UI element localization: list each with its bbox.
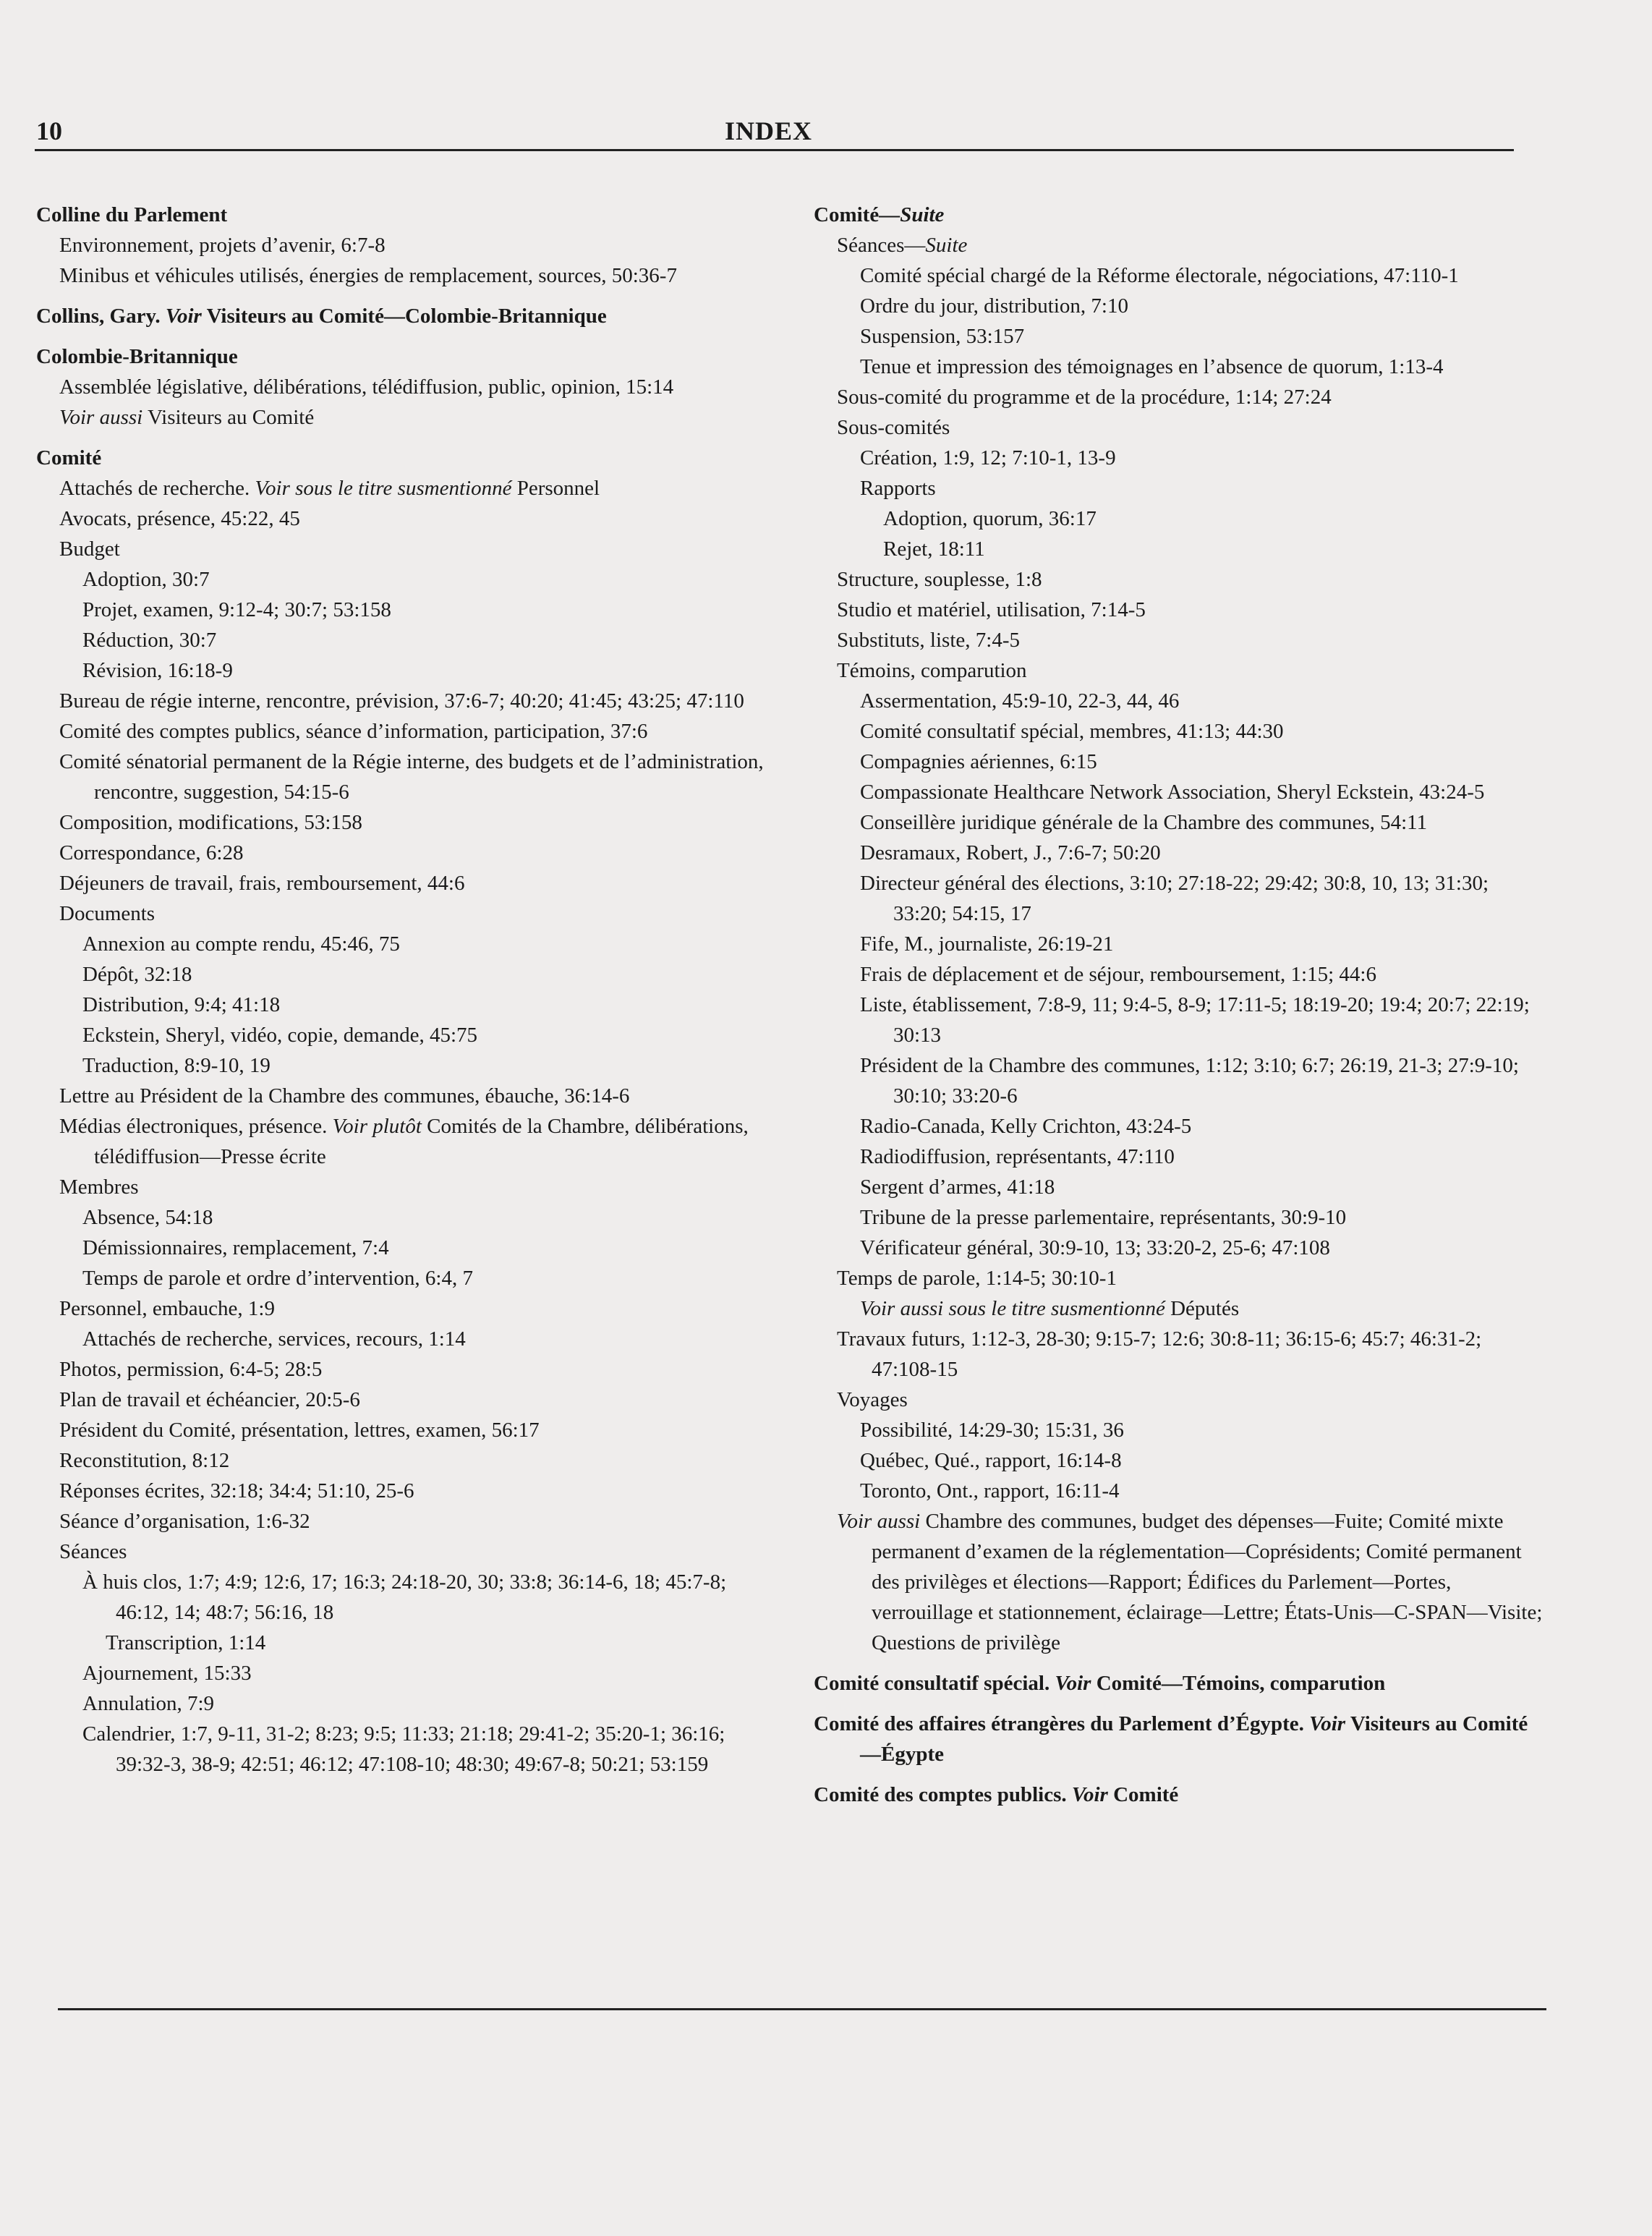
index-subentry: Sous-comités	[837, 416, 950, 439]
index-subentry: Absence, 54:18	[82, 1206, 213, 1229]
index-subentry: Voir aussi sous le titre susmentionné Députés	[860, 1297, 1240, 1320]
index-subentry: Séance d’organisation, 1:6-32	[59, 1510, 310, 1533]
index-subentry: Voir aussi Chambre des communes, budget des dépenses—Fuite; Comité mixte permanent d’examen de la réglementation—Coprésidents; Comité permanent des privilèges et élections—Rapport; Édifices du Parlement—Portes, verrouillage et stationnement, éclairage—Lettre; États-Unis—C-SPAN—Visite; Questions de privilège	[837, 1510, 1543, 1654]
index-subentry: Rapports	[860, 477, 936, 500]
page-number: 10	[36, 116, 62, 145]
index-subentry: Lettre au Président de la Chambre des communes, ébauche, 36:14-6	[59, 1084, 630, 1108]
index-subentry: Plan de travail et échéancier, 20:5-6	[59, 1388, 360, 1411]
index-subentry: Sergent d’armes, 41:18	[860, 1176, 1055, 1199]
index-subentry: Révision, 16:18-9	[82, 659, 233, 682]
index-subentry: Comité consultatif spécial, membres, 41:13; 44:30	[860, 720, 1284, 743]
index-subentry: Tribune de la presse parlementaire, représentants, 30:9-10	[860, 1206, 1347, 1229]
index-subentry: Dépôt, 32:18	[82, 963, 192, 986]
index-subentry: Distribution, 9:4; 41:18	[82, 993, 281, 1016]
index-subentry: Budget	[59, 537, 120, 561]
index-subentry: Ajournement, 15:33	[82, 1662, 252, 1685]
index-column-left	[36, 200, 774, 1780]
index-column-right	[814, 200, 1544, 1810]
index-subentry: Rejet, 18:11	[883, 537, 985, 561]
index-subentry: Minibus et véhicules utilisés, énergies de remplacement, sources, 50:36-7	[59, 264, 677, 287]
index-subentry: Annulation, 7:9	[82, 1692, 215, 1715]
index-heading: Comité des comptes publics. Voir Comité	[814, 1783, 1179, 1806]
index-subentry: Assermentation, 45:9-10, 22-3, 44, 46	[860, 689, 1180, 713]
index-heading: Collins, Gary. Voir Visiteurs au Comité—Colombie-Britannique	[36, 305, 607, 328]
index-subentry: Avocats, présence, 45:22, 45	[59, 507, 300, 530]
index-subentry: Annexion au compte rendu, 45:46, 75	[82, 932, 400, 956]
index-subentry: Comité sénatorial permanent de la Régie interne, des budgets et de l’administration, rencontre, suggestion, 54:15-6	[59, 750, 764, 804]
index-subentry: Voir aussi Visiteurs au Comité	[59, 406, 315, 429]
index-subentry: Projet, examen, 9:12-4; 30:7; 53:158	[82, 598, 391, 621]
index-subentry: Structure, souplesse, 1:8	[837, 568, 1042, 591]
index-heading: Colombie-Britannique	[36, 345, 238, 368]
index-subentry: Travaux futurs, 1:12-3, 28-30; 9:15-7; 12:6; 30:8-11; 36:15-6; 45:7; 46:31-2; 47:108-15	[837, 1327, 1482, 1381]
index-subentry: Traduction, 8:9-10, 19	[82, 1054, 271, 1077]
running-head: INDEX	[725, 116, 813, 145]
index-subentry: Médias électroniques, présence. Voir plutôt Comités de la Chambre, délibérations, télédiffusion—Presse écrite	[59, 1115, 749, 1168]
index-subentry: Frais de déplacement et de séjour, remboursement, 1:15; 44:6	[860, 963, 1376, 986]
index-subentry: Séances—Suite	[837, 234, 968, 257]
index-subentry: Radio-Canada, Kelly Crichton, 43:24-5	[860, 1115, 1192, 1138]
index-subentry: Liste, établissement, 7:8-9, 11; 9:4-5, 8-9; 17:11-5; 18:19-20; 19:4; 20:7; 22:19; 30:13	[860, 993, 1530, 1047]
index-subentry: Création, 1:9, 12; 7:10-1, 13-9	[860, 446, 1116, 469]
index-subentry: Adoption, quorum, 36:17	[883, 507, 1097, 530]
index-subentry: Réponses écrites, 32:18; 34:4; 51:10, 25-6	[59, 1479, 414, 1502]
index-subentry: Adoption, 30:7	[82, 568, 210, 591]
index-subentry: Compassionate Healthcare Network Association, Sheryl Eckstein, 43:24-5	[860, 781, 1485, 804]
index-heading: Comité des affaires étrangères du Parlement d’Égypte. Voir Visiteurs au Comité—Égypte	[814, 1712, 1528, 1766]
index-heading: Comité consultatif spécial. Voir Comité—Témoins, comparution	[814, 1672, 1386, 1695]
index-subentry: Conseillère juridique générale de la Chambre des communes, 54:11	[860, 811, 1428, 834]
index-subentry: Réduction, 30:7	[82, 629, 217, 652]
index-subentry: Temps de parole, 1:14-5; 30:10-1	[837, 1267, 1117, 1290]
index-subentry: À huis clos, 1:7; 4:9; 12:6, 17; 16:3; 24:18-20, 30; 33:8; 36:14-6, 18; 45:7-8; 46:12, 14; 48:7; 56:16, 18	[82, 1570, 727, 1624]
index-heading: Comité	[36, 446, 102, 469]
index-subentry: Substituts, liste, 7:4-5	[837, 629, 1020, 652]
index-subentry: Eckstein, Sheryl, vidéo, copie, demande, 45:75	[82, 1024, 478, 1047]
index-subentry: Suspension, 53:157	[860, 325, 1025, 348]
index-subentry: Comité spécial chargé de la Réforme électorale, négociations, 47:110-1	[860, 264, 1459, 287]
index-subentry: Correspondance, 6:28	[59, 841, 244, 864]
index-subentry: Photos, permission, 6:4-5; 28:5	[59, 1358, 323, 1381]
index-subentry: Directeur général des élections, 3:10; 27:18-22; 29:42; 30:8, 10, 13; 31:30; 33:20; 54:15, 17	[860, 872, 1489, 925]
index-subentry: Compagnies aériennes, 6:15	[860, 750, 1097, 773]
index-subentry: Composition, modifications, 53:158	[59, 811, 362, 834]
index-subentry: Président de la Chambre des communes, 1:12; 3:10; 6:7; 26:19, 21-3; 27:9-10; 30:10; 33:20-6	[860, 1054, 1519, 1108]
index-subentry: Bureau de régie interne, rencontre, prévision, 37:6-7; 40:20; 41:45; 43:25; 47:110	[59, 689, 744, 713]
index-subentry: Attachés de recherche, services, recours, 1:14	[82, 1327, 466, 1351]
index-subentry: Déjeuners de travail, frais, remboursement, 44:6	[59, 872, 465, 895]
index-subentry: Radiodiffusion, représentants, 47:110	[860, 1145, 1175, 1168]
index-subentry: Documents	[59, 902, 156, 925]
index-subentry: Calendrier, 1:7, 9-11, 31-2; 8:23; 9:5; 11:33; 21:18; 29:41-2; 35:20-1; 36:16; 39:32-3, 38-9; 42:51; 46:12; 47:108-10; 48:30; 49:67-8; 50:21; 53:159	[82, 1722, 725, 1776]
index-subentry: Voyages	[837, 1388, 908, 1411]
index-subentry: Séances	[59, 1540, 127, 1563]
index-subentry: Ordre du jour, distribution, 7:10	[860, 294, 1128, 318]
index-subentry: Témoins, comparution	[837, 659, 1027, 682]
index-subentry: Temps de parole et ordre d’intervention, 6:4, 7	[82, 1267, 473, 1290]
index-heading: Comité—Suite	[814, 203, 945, 226]
index-subentry: Reconstitution, 8:12	[59, 1449, 230, 1472]
index-subentry: Démissionnaires, remplacement, 7:4	[82, 1236, 389, 1259]
index-subentry: Fife, M., journaliste, 26:19-21	[860, 932, 1114, 956]
index-subentry: Tenue et impression des témoignages en l’absence de quorum, 1:13-4	[860, 355, 1444, 378]
index-subentry: Québec, Qué., rapport, 16:14-8	[860, 1449, 1122, 1472]
index-subentry: Toronto, Ont., rapport, 16:11-4	[860, 1479, 1120, 1502]
index-subentry: Attachés de recherche. Voir sous le titre susmentionné Personnel	[59, 477, 600, 500]
index-subentry: Comité des comptes publics, séance d’information, participation, 37:6	[59, 720, 648, 743]
index-subentry: Membres	[59, 1176, 139, 1199]
footer-rule	[58, 2008, 1546, 2010]
index-subentry: Président du Comité, présentation, lettres, examen, 56:17	[59, 1419, 540, 1442]
index-subentry: Assemblée législative, délibérations, télédiffusion, public, opinion, 15:14	[59, 375, 674, 399]
index-subentry: Sous-comité du programme et de la procédure, 1:14; 27:24	[837, 386, 1332, 409]
index-subentry: Vérificateur général, 30:9-10, 13; 33:20-2, 25-6; 47:108	[860, 1236, 1330, 1259]
index-heading: Colline du Parlement	[36, 203, 228, 226]
index-subentry: Possibilité, 14:29-30; 15:31, 36	[860, 1419, 1124, 1442]
index-subentry: Personnel, embauche, 1:9	[59, 1297, 275, 1320]
header-rule	[35, 149, 1514, 151]
index-subentry: Transcription, 1:14	[106, 1631, 266, 1654]
index-subentry: Studio et matériel, utilisation, 7:14-5	[837, 598, 1146, 621]
index-subentry: Environnement, projets d’avenir, 6:7-8	[59, 234, 386, 257]
index-subentry: Desramaux, Robert, J., 7:6-7; 50:20	[860, 841, 1161, 864]
